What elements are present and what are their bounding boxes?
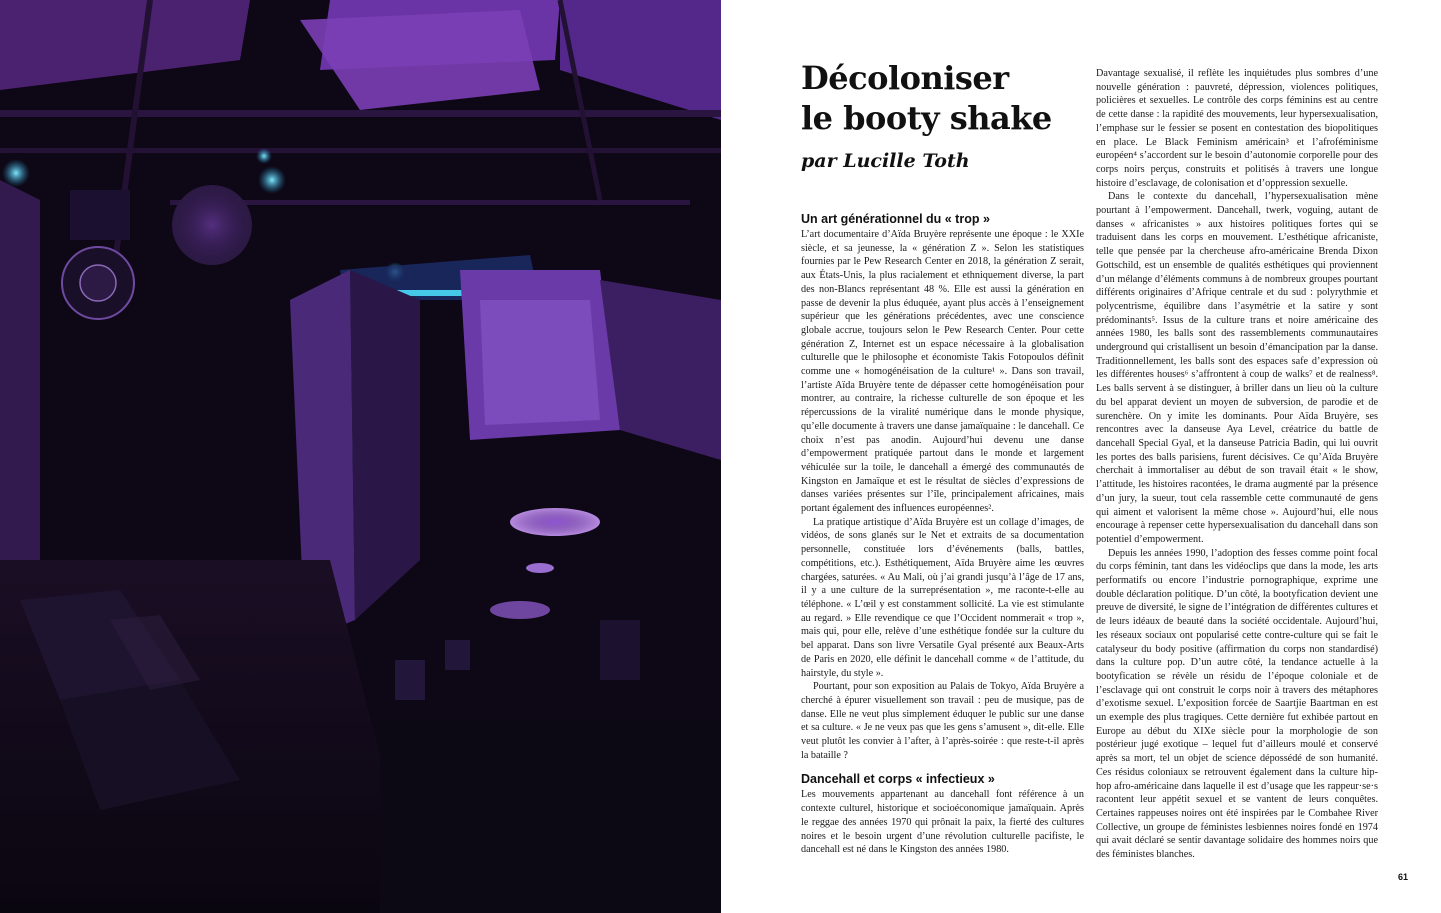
text-column-1	[801, 211, 1084, 857]
paragraph: L’art documentaire d’Aïda Bruyère représente une époque : le XXIe siècle, et sa jeunesse, la « génération Z ». Selon les statistiques fournies par le Pew Research Center en 2018, la génération Z serait, aux États-Unis, la plus racialement et ethniquement diverse, la part des non-Blancs représentant 48 %. Elle est aussi la génération en passe de devenir la plus éduquée, ayant plus accès à l’enseignement supérieur que les générations précédentes, avec une conscience globale accrue, toujours selon le Pew Research Center. Pour cette génération Z, Internet est un espace nécessaire à la globalisation culturelle que le philosophe et économiste Takis Fotopoulos définit comme une « homogénéisation de la culture¹ ». Dans son travail, l’artiste Aïda Bruyère tente de dépasser cette homogénéisation pour montrer, au contraire, la richesse culturelle de son époque et les répercussions de la viralité numérique dans le monde physique, qu’elle documente à travers une danse jamaïquaine : le dancehall. Ce choix n’est pas anodin. Aujourd’hui devenu une danse d’empowerment pratiquée partout dans le monde et largement véhiculée sur la toile, le dancehall a émergé des communautés de Kingston en Jamaïque et est le résultat de siècles d’expressions de danses variées présentes sur l’île, principalement africaines, mais portant également des influences européennes².	[801, 229, 1084, 515]
paragraph: Dans le contexte du dancehall, l’hypersexualisation mène pourtant à l’empowerment. Dancehall, twerk, voguing, autant de danses « africanistes » aux histoires politiques fortes qui se traduisent dans les corps en mouvement. L’esthétique africaniste, telle que pensée par la chercheuse afro-américaine Brenda Dixon Gottschild, est un ensemble de qualités esthétiques qui proviennent d’un mélange d’éléments communs à de nombreux groupes pourtant différents originaires d’Afrique centrale et du sud : polyrythmie et polycentrisme, équilibre dans l’asymétrie et la satire y sont prédominants⁵. Issus de la culture trans et noire américaine des années 1980, les balls sont des rassemblements communautaires underground qui cristallisent un besoin d’émancipation par la danse. Traditionnellement, les balls sont des espaces safe d’expression où les différentes houses⁶ s’affrontent à coup de walks⁷ et de realness⁸. Les balls servent à se distinguer, à briller dans un lieu où la culture du bel apparat devient un moyen de subversion, de parodie et de surenchère. On y imite les dominants. Pour Aïda Bruyère, ses rencontres avec la danseuse Aya Level, créatrice du battle de dancehall Special Gyal, et la danseuse Patricia Badin, qui lui ouvrit les portes des balls parisiens, furent décisives. Ce qu’Aïda Bruyère cherchait à immortaliser au début de son travail était « le show, l’attitude, les histoires racontées, le drama augmenté par la présence d’un jury, la sueur, tout cela rassemble cette communauté de gens qui aiment et valorisent la même chose ». Aujourd’hui, elle nous encourage à repenser cette hypersexualisation du dancehall dans son potentiel d’empowerment.	[1096, 191, 1378, 545]
section-heading: Dancehall et corps « infectieux »	[801, 772, 995, 787]
article-title	[801, 58, 1101, 138]
paragraph: La pratique artistique d’Aïda Bruyère est un collage d’images, de vidéos, de sons glanés sur le Net et extraits de sa documentation personnelle, constituée lors d’événements (balls, battles, compétitions, etc.). Esthétiquement, Aïda Bruyère aime les œuvres chargées, saturées. « Au Mali, où j’ai grandi jusqu’à l’âge de 17 ans, il y a une culture de la surreprésentation », me raconte-t-elle au téléphone. « L’œil y est constamment sollicité. La vie est stimulante au regard. » Elle revendique ce que l’Occident nommerait « trop », mais qui, pour elle, relève d’une esthétique fondée sur la culture du bel apparat. Dans son livre Versatile Gyal présenté aux Beaux-Arts de Paris en 2020, elle définit le dancehall comme « de l’attitude, du hairstyle, du style ».	[801, 516, 1084, 679]
page-number: 61	[1398, 872, 1409, 882]
paragraph: Depuis les années 1990, l’adoption des fesses comme point focal du corps féminin, tant dans les vidéoclips que dans la mode, les arts performatifs ou encore l’industrie pornographique, exprime une double déclaration politique. D’un côté, la bootyfication devient une preuve de diversité, le signe de l’intégration de différentes cultures et de leurs idéaux de beauté dans la société occidentale. Aujourd’hui, les réseaux sociaux ont popularisé cette contre-culture qui se fait le catalyseur du body positive (affirmation du corps non standardisé) dans la culture pop. D’un autre côté, la tendance actuelle à la bootyfication se révèle un résidu de l’époque coloniale et de l’esclavage qui ont construit le corps noir à travers des métaphores d’exotisme sexuel. L’exposition forcée de Saartjie Baartman en est un exemple des plus tragiques. Cette dernière fut exhibée partout en Europe au début du XIXe siècle pour la morphologie de son postérieur jugé exotique – lequel fut d’ailleurs moulé et conservé après sa mort, tel un objet de science dépossédé de son humanité. Ces résidus coloniaux se retrouvent également dans la culture hip-hop afro-américaine dans laquelle il est d’usage que les rappeur·se·s racontent leur appétit sexuel et se vantent de leurs conquêtes. Certaines rappeuses noires ont été inspirées par le Combahee River Collective, un groupe de féministes lesbiennes noires fondé en 1974 qui avait déclaré se sentir davantage solidaire des hommes noirs que des féministes blanches.	[1096, 547, 1378, 861]
text-column-2	[1096, 67, 1378, 862]
paragraph: Les mouvements appartenant au dancehall font référence à un contexte culturel, historique et socioéconomique jamaïquain. Après le reggae des années 1970 qui prônait la paix, la fierté des cultures noires et le besoin urgent d’une révolution culturelle pacifiste, le dancehall est né dans le Kingston des années 1980.	[801, 789, 1084, 856]
article-byline: par Lucille Toth	[801, 150, 970, 172]
section-heading: Un art générationnel du « trop »	[801, 212, 990, 226]
title-line-2: le booty shake	[801, 99, 1052, 137]
paragraph: Pourtant, pour son exposition au Palais de Tokyo, Aïda Bruyère a cherché à épurer visuellement son travail : peu de musique, pas de danse. Elle ne veut plus simplement éduquer le public sur une danse et sa culture. « Je ne veux pas que les gens s’amusent », dit-elle. Elle veut plutôt les convier à l’after, à l’après-soirée : que reste-t-il après la bataille ?	[801, 681, 1084, 761]
title-line-1: Décoloniser	[801, 59, 1009, 97]
article-page	[721, 0, 1441, 913]
paragraph: Davantage sexualisé, il reflète les inquiétudes plus sombres d’une nouvelle génération : pauvreté, dépression, violences politiques, policières et sexuelles. Le contrôle des corps féminins est au centre de cette danse : la rapidité des mouvements, leur hypersexualisation, l’emphase sur le fessier se posent en contestation des biopolitiques en place. Le Black Feminism américain³ et l’afroféminisme européen⁴ s’accordent sur le besoin d’autonomie corporelle pour des corps noirs perçus, construits et politisés à travers une longue histoire d’esclavage, de colonisation et d’oppression sexuelle.	[1096, 68, 1378, 189]
